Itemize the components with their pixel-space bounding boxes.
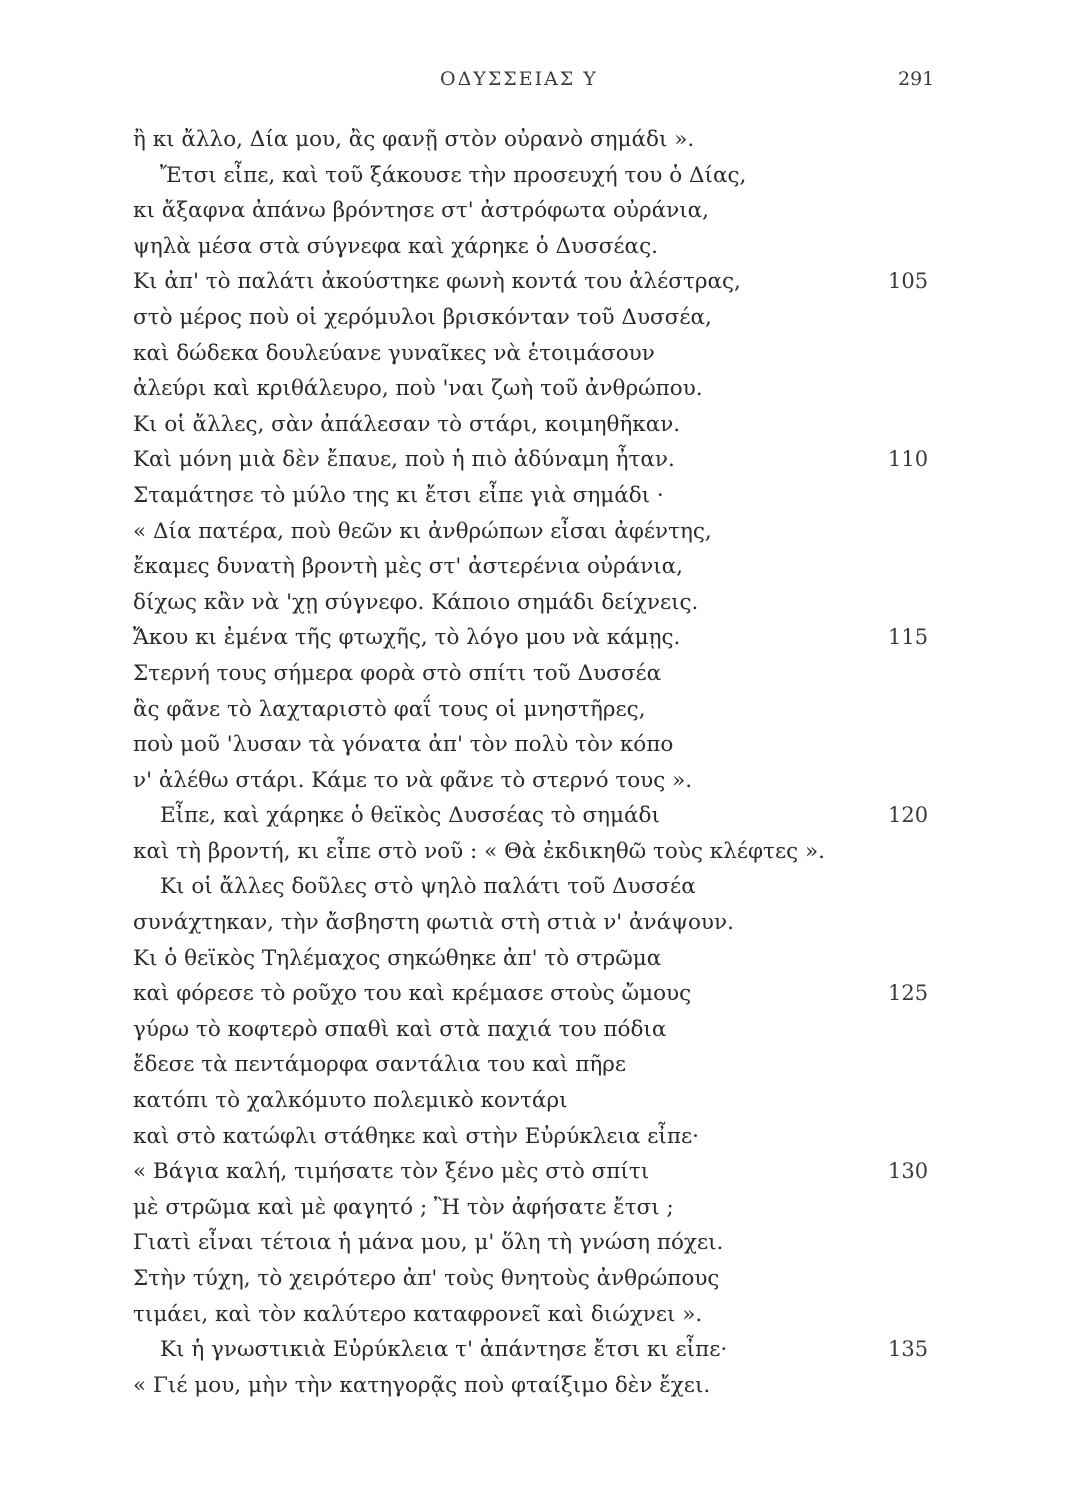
verse-text: ἔκαμες δυνατὴ βροντὴ μὲς στ' ἀστερένια οὐράνια, [133,554,683,580]
verse-line [0,1190,1065,1226]
verse-line [0,549,1065,585]
verse-line [0,1154,1065,1190]
line-number: 130 [888,1159,929,1184]
verse-line [0,834,1065,870]
verse-text: « Βάγια καλή, τιμήσατε τὸν ξένο μὲς στὸ σπίτι [133,1159,650,1185]
verse-text: « Γιέ μου, μὴν τὴν κατηγορᾷς ποὺ φταίξιμο δὲν ἔχει. [133,1372,711,1398]
verse-line [0,727,1065,763]
verse-line [0,478,1065,514]
verse-text: καὶ φόρεσε τὸ ροῦχο του καὶ κρέμασε στοὺς ὤμους [133,981,692,1007]
verse-line [0,763,1065,799]
verse-text: ἔδεσε τὰ πεντάμορφα σαντάλια του καὶ πῆρε [133,1052,627,1078]
verse-text: δίχως κἂν νὰ 'χῃ σύγνεφο. Κάποιο σημάδι δείχνεις. [133,589,699,615]
verse-line [0,905,1065,941]
verse-line [0,264,1065,300]
verse-line [0,976,1065,1012]
verse-text: ψηλὰ μέσα στὰ σύγνεφα καὶ χάρηκε ὁ Δυσσέας. [133,233,658,259]
verse-line [0,336,1065,372]
verse-list [0,122,1065,1403]
running-head [0,68,1065,98]
verse-text: μὲ στρῶμα καὶ μὲ φαγητό ; Ἢ τὸν ἀφήσατε ἔτσι ; [133,1194,674,1220]
verse-text: συνάχτηκαν, τὴν ἄσβηστη φωτιὰ στὴ στιὰ ν' ἀνάψουν. [133,910,734,936]
verse-text: Κι οἱ ἄλλες δοῦλες στὸ ψηλὸ παλάτι τοῦ Δυσσέα [160,874,696,900]
verse-text: Κι ὁ θεϊκὸς Τηλέμαχος σηκώθηκε ἀπ' τὸ στρῶμα [133,945,662,971]
verse-text: καὶ δώδεκα δουλεύανε γυναῖκες νὰ ἑτοιμάσουν [133,340,655,366]
verse-line [0,656,1065,692]
verse-line [0,869,1065,905]
verse-line [0,1332,1065,1368]
verse-line [0,941,1065,977]
verse-line [0,1225,1065,1261]
verse-text: στὸ μέρος ποὺ οἱ χερόμυλοι βρισκόνταν τοῦ Δυσσέα, [133,304,712,330]
verse-line [0,1119,1065,1155]
line-number: 120 [888,803,929,828]
verse-text: ἂς φᾶνε τὸ λαχταριστὸ φαΐ τους οἱ μνηστῆρες, [133,696,646,722]
verse-text: Κι οἱ ἄλλες, σὰν ἀπάλεσαν τὸ στάρι, κοιμηθῆκαν. [133,411,681,437]
verse-text: Γιατὶ εἶναι τέτοια ἡ μάνα μου, μ' ὅλη τὴ γνώση πόχει. [133,1230,724,1256]
verse-line [0,1368,1065,1404]
running-title: ΟΔΥΣΣΕΙΑΣ Υ [440,68,598,90]
line-number: 135 [888,1337,929,1362]
verse-line [0,407,1065,443]
verse-line [0,1297,1065,1333]
verse-text: καὶ στὸ κατώφλι στάθηκε καὶ στὴν Εὐρύκλεια εἶπε· [133,1123,699,1149]
verse-line [0,158,1065,194]
verse-text: Στὴν τύχη, τὸ χειρότερο ἀπ' τοὺς θνητοὺς ἀνθρώπους [133,1266,720,1291]
verse-text: κατόπι τὸ χαλκόμυτο πολεμικὸ κοντάρι [133,1088,568,1114]
verse-text: ν' ἀλέθω στάρι. Κάμε το νὰ φᾶνε τὸ στερνό τους ». [133,767,693,793]
verse-line [0,193,1065,229]
verse-text: γύρω τὸ κοφτερὸ σπαθὶ καὶ στὰ παχιά του πόδια [133,1016,667,1042]
line-number: 125 [888,981,929,1006]
verse-line [0,1083,1065,1119]
verse-text: ποὺ μοῦ 'λυσαν τὰ γόνατα ἀπ' τὸν πολὺ τὸν κόπο [133,732,674,758]
page-number: 291 [898,68,935,90]
verse-line [0,442,1065,478]
verse-line [0,620,1065,656]
verse-text: ἀλεύρι καὶ κριθάλευρο, ποὺ 'ναι ζωὴ τοῦ ἀνθρώπου. [133,376,703,402]
verse-line [0,300,1065,336]
verse-line [0,122,1065,158]
verse-line [0,585,1065,621]
verse-text: Ἄκου κι ἐμένα τῆς φτωχῆς, τὸ λόγο μου νὰ κάμῃς. [133,625,681,651]
verse-text: ἢ κι ἄλλο, Δία μου, ἂς φανῇ στὸν οὐρανὸ σημάδι ». [133,127,695,152]
verse-text: Κι ἡ γνωστικιὰ Εὐρύκλεια τ' ἀπάντησε ἔτσι κι εἶπε· [160,1337,728,1363]
verse-text: « Δία πατέρα, ποὺ θεῶν κι ἀνθρώπων εἶσαι ἀφέντης, [133,518,712,544]
line-number: 110 [888,447,929,472]
line-number: 105 [888,269,929,294]
verse-line [0,1012,1065,1048]
verse-line [0,798,1065,834]
line-number: 115 [888,625,929,650]
verse-text: καὶ τὴ βροντή, κι εἶπε στὸ νοῦ : « Θὰ ἐκδικηθῶ τοὺς κλέφτες ». [133,838,825,864]
verse-line [0,1047,1065,1083]
verse-line [0,371,1065,407]
verse-text: τιμάει, καὶ τὸν καλύτερο καταφρονεῖ καὶ διώχνει ». [133,1301,703,1327]
verse-text: Ἔτσι εἶπε, καὶ τοῦ ξάκουσε τὴν προσευχή του ὁ Δίας, [160,162,747,188]
verse-text: Σταμάτησε τὸ μύλο της κι ἔτσι εἶπε γιὰ σημάδι · [133,482,664,508]
verse-text: Κι ἀπ' τὸ παλάτι ἀκούστηκε φωνὴ κοντά του ἀλέστρας, [133,269,741,295]
verse-text: κι ἄξαφνα ἀπάνω βρόντησε στ' ἀστρόφωτα οὐράνια, [133,198,710,224]
verse-text: Εἶπε, καὶ χάρηκε ὁ θεϊκὸς Δυσσέας τὸ σημάδι [160,803,660,829]
verse-line [0,692,1065,728]
verse-text: Καὶ μόνη μιὰ δὲν ἔπαυε, ποὺ ἡ πιὸ ἀδύναμη ἦταν. [133,447,675,473]
verse-line [0,229,1065,265]
verse-line [0,514,1065,550]
verse-line [0,1261,1065,1297]
verse-text: Στερνή τους σήμερα φορὰ στὸ σπίτι τοῦ Δυσσέα [133,660,662,686]
